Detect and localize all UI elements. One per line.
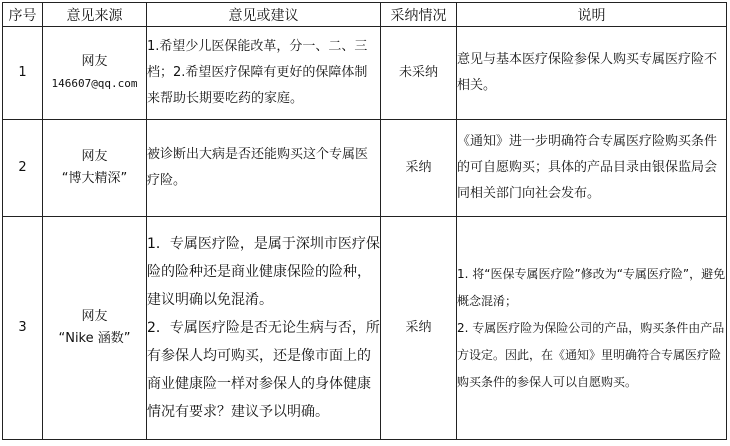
row-adoption: 采纳	[381, 120, 457, 217]
row-note	[457, 217, 727, 440]
source-nickname: “Nike 涵数”	[58, 331, 131, 346]
row-adoption: 未采纳	[381, 27, 457, 120]
row-source	[43, 27, 147, 120]
suggestion-paragraph: 2．专属医疗险是否无论生病与否，所有参保人均可购买，还是像市面上的商业健康险一样对参保人的身体健康情况有要求？建议予以明确。	[147, 320, 380, 420]
row-note: 《通知》进一步明确符合专属医疗险购买条件的可自愿购买；具体的产品目录由银保监局会同相关部门向社会发布。	[457, 120, 727, 217]
header-suggestion: 意见或建议	[147, 3, 381, 27]
row-note: 意见与基本医疗保险参保人购买专属医疗险不相关。	[457, 27, 727, 120]
row-serial: 1	[3, 27, 43, 120]
row-serial: 2	[3, 120, 43, 217]
row-suggestion: 1.希望少儿医保能改革，分一、二、三档；2.希望医疗保障有更好的保障体制来帮助长期要吃药的家庭。	[147, 27, 381, 120]
header-serial: 序号	[3, 3, 43, 27]
source-name: 网友	[81, 54, 108, 69]
header-note: 说明	[457, 3, 727, 27]
row-adoption: 采纳	[381, 217, 457, 440]
source-nickname: “博大精深”	[61, 171, 128, 186]
row-serial: 3	[3, 217, 43, 440]
note-paragraph: 1. 将“医保专属医疗险”修改为“专属医疗险”，避免概念混淆；	[457, 266, 726, 308]
table-row	[3, 120, 727, 217]
source-name: 网友	[81, 309, 108, 324]
row-suggestion: 被诊断出大病是否还能购买这个专属医疗险。	[147, 120, 381, 217]
source-email: 146607@qq.com	[51, 77, 138, 90]
suggestion-paragraph: 1．专属医疗险，是属于深圳市医疗保险的险种还是商业健康保险的险种，建议明确以免混淆。	[147, 236, 380, 308]
note-paragraph: 2. 专属医疗险为保险公司的产品，购买条件由产品方设定。因此，在《通知》里明确符合专属医疗险购买条件的参保人可以自愿购买。	[457, 320, 725, 389]
header-source: 意见来源	[43, 3, 147, 27]
row-source	[43, 217, 147, 440]
opinion-table	[2, 2, 727, 440]
table-header-row	[3, 3, 727, 27]
table-row	[3, 27, 727, 120]
table-row	[3, 217, 727, 440]
header-adoption: 采纳情况	[381, 3, 457, 27]
row-suggestion	[147, 217, 381, 440]
source-name: 网友	[81, 149, 108, 164]
row-source	[43, 120, 147, 217]
